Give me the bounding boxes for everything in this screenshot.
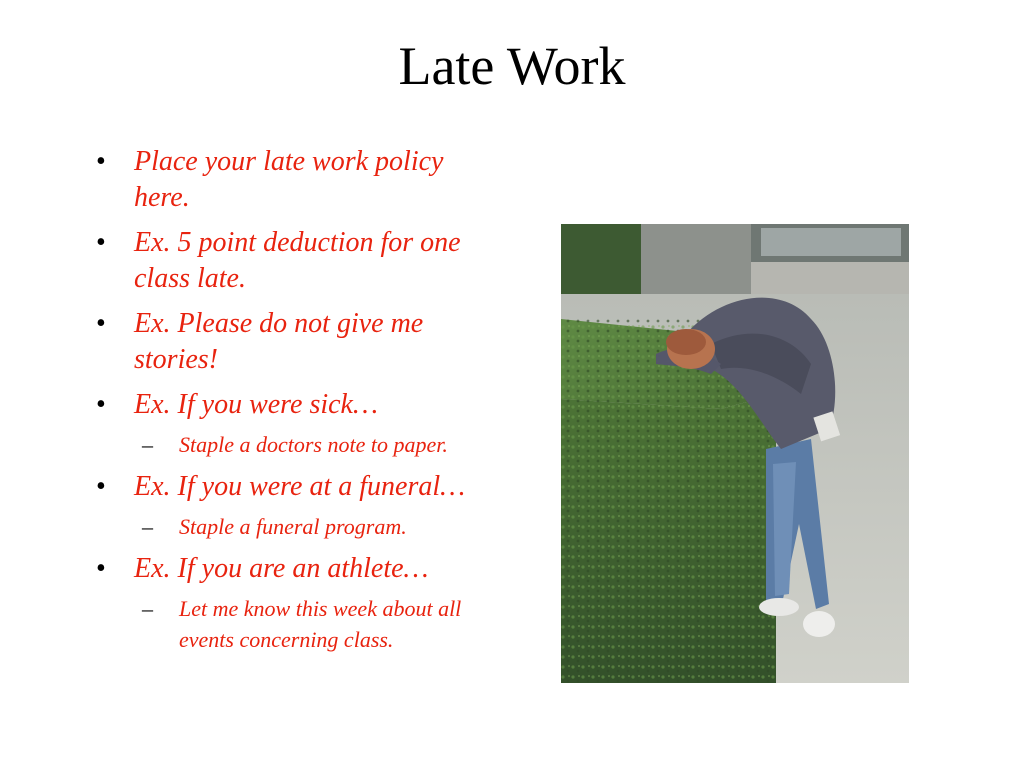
sub-bullet-item: [96, 429, 516, 460]
bullet-text: Ex. 5 point deduction for one class late.: [134, 227, 461, 294]
photo-illustration: [561, 224, 909, 683]
slide-title: Late Work: [398, 36, 626, 96]
sub-bullet-text: Let me know this week about all events concerning class.: [179, 596, 462, 652]
sub-bullet-item: [96, 511, 516, 542]
dash-icon: –: [142, 596, 153, 621]
sub-bullet-list: [96, 593, 516, 655]
sub-bullet-text: Staple a doctors note to paper.: [179, 432, 448, 457]
sub-bullet-item: [96, 593, 516, 655]
bullet-dot-icon: •: [96, 389, 106, 420]
photo-student-leaning-on-hedge: [561, 224, 909, 683]
bullet-dot-icon: •: [96, 553, 106, 584]
bullet-text: Ex. If you are an athlete…: [134, 553, 429, 584]
bullet-item: [96, 144, 516, 216]
bullet-dot-icon: •: [96, 471, 106, 502]
bullet-dot-icon: •: [96, 146, 106, 177]
bullet-list: [96, 144, 516, 664]
bullet-item: [96, 387, 516, 460]
bullet-dot-icon: •: [96, 227, 106, 258]
bullet-item: [96, 225, 516, 297]
bullet-dot-icon: •: [96, 308, 106, 339]
sub-bullet-list: [96, 511, 516, 542]
bullet-text: Place your late work policy here.: [134, 146, 444, 213]
sub-bullet-list: [96, 429, 516, 460]
bullet-text: Ex. If you were at a funeral…: [134, 471, 466, 502]
bullet-text: Ex. Please do not give me stories!: [134, 308, 424, 375]
bullet-item: [96, 469, 516, 542]
bullet-text: Ex. If you were sick…: [134, 389, 378, 420]
sub-bullet-text: Staple a funeral program.: [179, 514, 407, 539]
bullet-item: [96, 306, 516, 378]
bullet-item: [96, 551, 516, 655]
dash-icon: –: [142, 432, 153, 457]
dash-icon: –: [142, 514, 153, 539]
